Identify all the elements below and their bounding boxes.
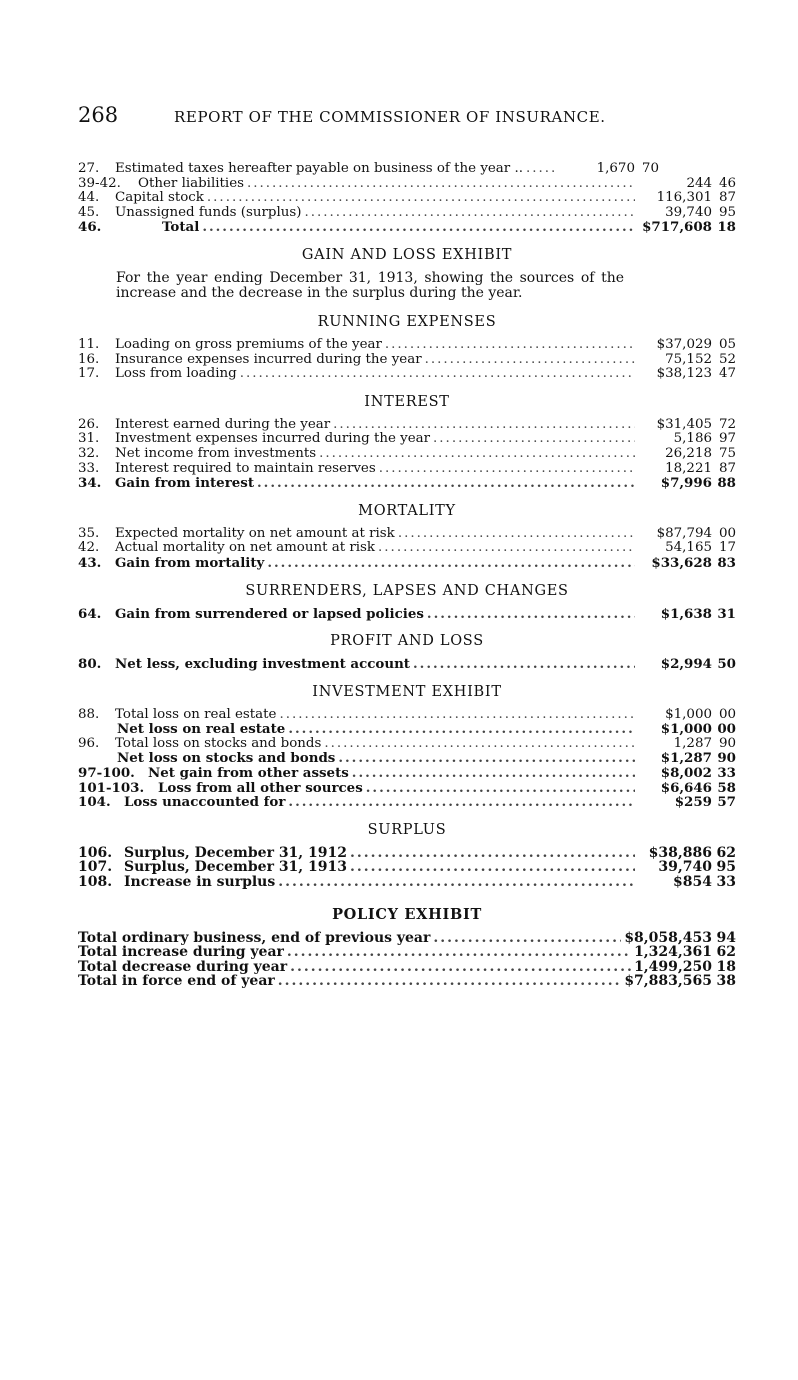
line-label: Total loss on stocks and bonds [115, 735, 322, 751]
line-number: 39-42. [78, 175, 121, 191]
amount-dollars: 54,165 [665, 540, 712, 556]
liability-row [78, 177, 736, 192]
liability-row [78, 191, 736, 206]
line-label: Gain from surrendered or lapsed policies [115, 605, 424, 622]
amount-dollars: 5,186 [673, 431, 712, 447]
amount-cents: 97 [718, 431, 736, 447]
amount-cents: 95 [718, 204, 736, 220]
line-label: Loss unaccounted for [124, 794, 286, 811]
dot-leader [287, 945, 631, 960]
amount-dollars: $7,996 [660, 475, 712, 492]
amount-cents: 70 [641, 161, 659, 176]
line-label: Surplus, December 31, 1912 [124, 844, 348, 861]
line-number: 44. [78, 190, 100, 206]
line-number: 43. [78, 554, 102, 571]
amount-cents: 62 [716, 844, 736, 861]
liability-total-row [78, 220, 736, 235]
line-number: 42. [78, 540, 100, 556]
dot-leader [433, 432, 635, 447]
dot-leader [304, 206, 635, 221]
amount-cents: 47 [718, 366, 736, 382]
line-label: Total increase during year [78, 944, 284, 961]
line-number: 45. [78, 204, 100, 220]
amount-cents: 52 [718, 351, 736, 367]
line-label: Actual mortality on net amount at risk [115, 540, 376, 556]
investment-row [78, 708, 736, 723]
line-label: Loss from loading [115, 366, 237, 382]
amount-dollars: $38,123 [656, 366, 712, 382]
running-expense-row [78, 338, 736, 353]
line-number: 80. [78, 656, 102, 673]
amount-dollars: $33,628 [651, 554, 712, 571]
line-number: 101-103. [78, 779, 145, 796]
line-label: Total decrease during year [78, 958, 288, 975]
line-label: Gain from mortality [115, 554, 265, 571]
line-number: 26. [78, 416, 100, 432]
surplus-row [78, 875, 736, 890]
amount-dollars: $8,002 [660, 765, 712, 782]
dot-leader [267, 556, 635, 571]
dot-leader [240, 367, 635, 382]
amount-cents: 62 [716, 944, 736, 961]
line-label: Loss from all other sources [158, 779, 363, 796]
page-header [78, 103, 738, 129]
line-number: 34. [78, 475, 102, 492]
line-number: 108. [78, 874, 113, 891]
investment-row [78, 751, 736, 766]
line-label: Loading on gross premiums of the year [115, 336, 382, 352]
amount-dollars: $717,608 [642, 219, 712, 236]
dot-leader [288, 795, 635, 810]
line-label: Surplus, December 31, 1913 [124, 859, 348, 876]
section-title-surplus: SURPLUS [367, 821, 447, 838]
amount-dollars: $38,886 [648, 844, 712, 861]
amount-cents: 95 [716, 859, 736, 876]
line-label: Investment expenses incurred during the year [115, 431, 431, 447]
amount-dollars: 39,740 [665, 204, 712, 220]
line-label: Estimated taxes hereafter payable on business of the year .. [115, 161, 523, 176]
interest-row [78, 432, 736, 447]
dot-leader [338, 751, 635, 766]
line-label: Total [162, 219, 200, 236]
line-label: Interest required to maintain reserves [115, 460, 376, 476]
amount-dollars: $6,646 [660, 779, 712, 796]
line-label: Capital stock [115, 190, 204, 206]
mortality-gain-row [78, 556, 736, 571]
amount-cents: 75 [718, 445, 736, 461]
policy-row [78, 974, 736, 989]
amount-dollars: $31,405 [656, 416, 712, 432]
dot-leader [433, 931, 621, 946]
dot-leader [279, 708, 635, 723]
section-title-mortality: MORTALITY [358, 502, 456, 519]
dot-leader [288, 722, 635, 737]
dot-leader [290, 960, 631, 975]
page-number: 268 [78, 103, 119, 127]
amount-cents: 38 [716, 973, 736, 990]
dot-leader [207, 191, 635, 206]
investment-row [78, 737, 736, 752]
line-label: Net less, excluding investment account [115, 656, 410, 673]
surplus-row [78, 860, 736, 875]
amount-cents: 31 [717, 605, 736, 622]
investment-row [78, 766, 736, 781]
line-label: Net gain from other assets [148, 765, 349, 782]
amount-dollars: $2,994 [660, 656, 712, 673]
amount-dollars: 39,740 [658, 859, 712, 876]
section-title-surrenders: SURRENDERS, LAPSES AND CHANGES [245, 582, 569, 599]
interest-row [78, 462, 736, 477]
dot-leader [425, 353, 635, 368]
line-label: Net loss on real estate [117, 721, 286, 738]
amount-cents: 33 [716, 874, 736, 891]
line-number: 106. [78, 844, 113, 861]
amount-dollars: $1,000 [660, 721, 712, 738]
line-label: Total in force end of year [78, 973, 275, 990]
amount-dollars: $8,058,453 [624, 929, 712, 946]
line-number: 16. [78, 351, 100, 367]
policy-row [78, 960, 736, 975]
investment-row [78, 781, 736, 796]
amount-cents: 88 [717, 475, 736, 492]
dot-leader [378, 541, 635, 556]
line-label: Increase in surplus [124, 874, 276, 891]
line-label: Interest earned during the year [115, 416, 331, 432]
dot-leader [385, 338, 635, 353]
line-number: 11. [78, 336, 100, 352]
dot-leader [526, 162, 558, 177]
line-number: 107. [78, 859, 113, 876]
amount-dollars: 18,221 [665, 460, 712, 476]
line-label: Net loss on stocks and bonds [117, 750, 336, 767]
amount-dollars: 244 [686, 175, 712, 191]
line-number: 88. [78, 706, 100, 722]
amount-cents: 87 [718, 460, 736, 476]
amount-cents: 17 [718, 540, 736, 556]
liability-row [78, 206, 736, 221]
page-content [78, 162, 736, 989]
policy-row [78, 931, 736, 946]
dot-leader [278, 875, 635, 890]
amount-cents: 46 [718, 175, 736, 191]
dot-leader [324, 737, 635, 752]
amount-cents: 87 [718, 190, 736, 206]
amount-cents: 18 [717, 219, 736, 236]
amount-dollars: 1,287 [673, 735, 712, 751]
amount-cents: 58 [717, 779, 736, 796]
dot-leader [278, 974, 622, 989]
amount-cents: 33 [717, 765, 736, 782]
mortality-row [78, 541, 736, 556]
line-number: 64. [78, 605, 102, 622]
running-expense-row [78, 367, 736, 382]
line-label: Total ordinary business, end of previous year [78, 929, 431, 946]
section-title-profit-loss: PROFIT AND LOSS [330, 633, 484, 650]
section-title-policy: POLICY EXHIBIT [332, 905, 482, 923]
amount-cents: 00 [718, 706, 736, 722]
interest-row [78, 418, 736, 433]
amount-dollars: 116,301 [656, 190, 712, 206]
dot-leader [350, 846, 635, 861]
amount-cents: 57 [717, 794, 736, 811]
line-label: Other liabilities [138, 175, 244, 191]
amount-dollars: $1,000 [665, 706, 712, 722]
amount-dollars: $1,287 [660, 750, 712, 767]
line-number: 104. [78, 794, 111, 811]
dot-leader [413, 657, 635, 672]
amount-dollars: 75,152 [665, 351, 712, 367]
profit-loss-row [78, 657, 736, 672]
amount-cents: 18 [716, 958, 736, 975]
line-number: 97-100. [78, 765, 135, 782]
amount-dollars: $87,794 [656, 525, 712, 541]
line-label: Insurance expenses incurred during the year [115, 351, 422, 367]
investment-row [78, 795, 736, 810]
dot-leader [350, 860, 635, 875]
interest-row [78, 447, 736, 462]
investment-row [78, 722, 736, 737]
amount-cents: 94 [716, 929, 736, 946]
dot-leader [352, 766, 635, 781]
dot-leader [319, 447, 635, 462]
amount-dollars: $259 [674, 794, 712, 811]
dot-leader [202, 220, 635, 235]
line-label: Gain from interest [115, 475, 254, 492]
amount-dollars: 1,670 [596, 161, 635, 176]
amount-dollars: 1,499,250 [634, 958, 712, 975]
line-number: 35. [78, 525, 100, 541]
dot-leader [333, 418, 635, 433]
line-label: Unassigned funds (surplus) [115, 204, 302, 220]
amount-cents: 90 [718, 735, 736, 751]
amount-cents: 00 [718, 525, 736, 541]
line-label: Expected mortality on net amount at risk [115, 525, 395, 541]
dot-leader [398, 527, 635, 542]
policy-row [78, 945, 736, 960]
section-title-interest: INTEREST [364, 393, 450, 410]
line-number: 33. [78, 460, 100, 476]
line-number: 96. [78, 735, 100, 751]
dot-leader [379, 462, 635, 477]
surrender-row [78, 607, 736, 622]
amount-dollars: 26,218 [665, 445, 712, 461]
section-title-running-expenses: RUNNING EXPENSES [317, 313, 497, 330]
line-number: 17. [78, 366, 100, 382]
dot-leader [247, 177, 635, 192]
amount-dollars: $7,883,565 [624, 973, 712, 990]
gain-loss-intro: For the year ending December 31, 1913, showing the sources of the increase and the decrease in the surplus during the year. [116, 269, 624, 302]
line-number: 27. [78, 161, 100, 176]
interest-gain-row [78, 476, 736, 491]
section-title-investment: INVESTMENT EXHIBIT [312, 683, 502, 700]
amount-dollars: $1,638 [660, 605, 712, 622]
line-number: 31. [78, 431, 100, 447]
amount-cents: 50 [717, 656, 736, 673]
amount-cents: 72 [718, 416, 736, 432]
line-number: 32. [78, 445, 100, 461]
running-expense-row [78, 353, 736, 368]
section-title-gain-loss: GAIN AND LOSS EXHIBIT [301, 246, 513, 263]
dot-leader [427, 607, 635, 622]
amount-cents: 83 [717, 554, 736, 571]
running-title: REPORT OF THE COMMISSIONER OF INSURANCE. [174, 108, 606, 126]
amount-dollars: $37,029 [656, 336, 712, 352]
amount-cents: 05 [718, 336, 736, 352]
liability-row [78, 162, 736, 177]
amount-dollars: $854 [673, 874, 712, 891]
amount-dollars: 1,324,361 [634, 944, 712, 961]
dot-leader [366, 781, 635, 796]
line-label: Total loss on real estate [115, 706, 277, 722]
line-number: 46. [78, 219, 102, 236]
mortality-row [78, 527, 736, 542]
surplus-row [78, 846, 736, 861]
amount-cents: 00 [717, 721, 736, 738]
dot-leader [257, 476, 635, 491]
amount-cents: 90 [717, 750, 736, 767]
line-label: Net income from investments [115, 445, 317, 461]
